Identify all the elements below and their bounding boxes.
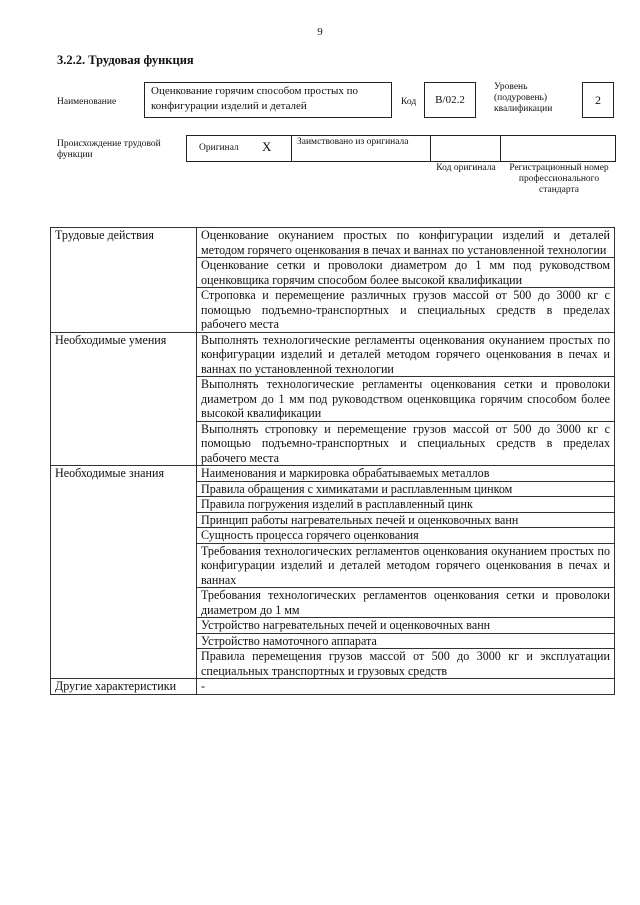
table-row [51,649,615,679]
section-label-cell [51,528,197,544]
section-title: 3.2.2. Трудовая функция [57,53,194,67]
section-label-cell [51,512,197,528]
origin-label: Происхождение трудовой функции [57,139,161,160]
table-row [51,679,615,695]
section-label-cell [51,258,197,288]
section-label-cell [51,466,197,482]
section-label-cell [51,618,197,634]
table-row [51,528,615,544]
section-label-cell [51,588,197,618]
original-mark: X [262,139,272,154]
section-item: Наименования и маркировка обрабатываемых металлов [197,466,615,482]
table-row [51,332,615,377]
code-box [424,82,476,118]
table-row [51,497,615,513]
name-label: Наименование [57,97,117,107]
section-label: Необходимые знания [55,466,165,480]
function-name-value: Оценкование горячим способом простых по конфигурации изделий и деталей [151,85,359,112]
table-row [51,633,615,649]
registration-number-caption: Регистрационный номер профессионального стандарта [509,163,609,195]
section-label-cell [51,543,197,588]
origin-divider [291,135,292,162]
section-label-cell [51,679,197,695]
code-original-caption: Код оригинала [436,163,496,173]
section-item: Оценкование окунанием простых по конфигурации изделий и деталей методом горячего оценкования в печах и ваннах по установленной технологии [197,228,615,258]
section-label-cell [51,497,197,513]
level-value: 2 [595,93,601,107]
table-row [51,258,615,288]
level-label: Уровень (подуровень) квалификации [494,82,553,114]
table-row [51,481,615,497]
table-row [51,228,615,258]
section-item: - [197,679,615,695]
section-label-cell [51,377,197,422]
table-row [51,588,615,618]
origin-divider [500,135,501,162]
section-label-cell [51,421,197,466]
section-label-cell [51,332,197,377]
section-label-cell [51,649,197,679]
borrowed-label: Заимствовано из оригинала [297,137,409,147]
level-box [582,82,614,118]
section-label-cell [51,481,197,497]
table-row [51,543,615,588]
original-label: Оригинал [199,143,239,153]
code-label: Код [401,97,417,107]
table-row [51,512,615,528]
section-item: Принцип работы нагревательных печей и оценковочных ванн [197,512,615,528]
section-item: Устройство нагревательных печей и оценковочных ванн [197,618,615,634]
section-item: Выполнять технологические регламенты оценкования окунанием простых по конфигурации изделий и деталей методом горячего оценкования в печах и ваннах по установленной технологии [197,332,615,377]
section-item: Правила погружения изделий в расплавленный цинк [197,497,615,513]
section-item: Требования технологических регламентов оценкования сетки и проволоки диаметром до 1 мм [197,588,615,618]
section-item: Устройство намоточного аппарата [197,633,615,649]
section-label-cell [51,228,197,258]
section-item: Выполнять строповку и перемещение грузов массой от 500 до 3000 кг с помощью подъемно-транспортных и специальных средств в пределах рабочего места [197,421,615,466]
section-item: Правила перемещения грузов массой от 500 до 3000 кг и эксплуатации специальных транспортных и грузовых средств [197,649,615,679]
section-label: Трудовые действия [55,228,154,242]
table-row [51,288,615,333]
code-value: В/02.2 [435,94,465,106]
section-item: Требования технологических регламентов оценкования окунанием простых по конфигурации изделий и деталей методом горячего оценкования в печах и ваннах [197,543,615,588]
section-label-cell [51,633,197,649]
section-label-cell [51,288,197,333]
section-label: Другие характеристики [55,679,177,693]
table-row [51,377,615,422]
section-item: Выполнять технологические регламенты оценкования сетки и проволоки диаметром до 1 мм под руководством оценковщика горячим способом более высокой квалификации [197,377,615,422]
table-row [51,421,615,466]
origin-divider [430,135,431,162]
table-row [51,466,615,482]
section-item: Строповка и перемещение различных грузов массой от 500 до 3000 кг с помощью подъемно-транспортных и специальных средств в пределах рабочего места [197,288,615,333]
section-item: Сущность процесса горячего оценкования [197,528,615,544]
table-row [51,618,615,634]
section-label: Необходимые умения [55,332,167,347]
labor-function-table [50,227,615,695]
page-number: 9 [317,26,323,38]
section-item: Правила обращения с химикатами и расплавленным цинком [197,481,615,497]
section-item: Оценкование сетки и проволоки диаметром до 1 мм под руководством оценковщика горячим способом более высокой квалификации [197,258,615,288]
function-name-box [144,82,392,118]
